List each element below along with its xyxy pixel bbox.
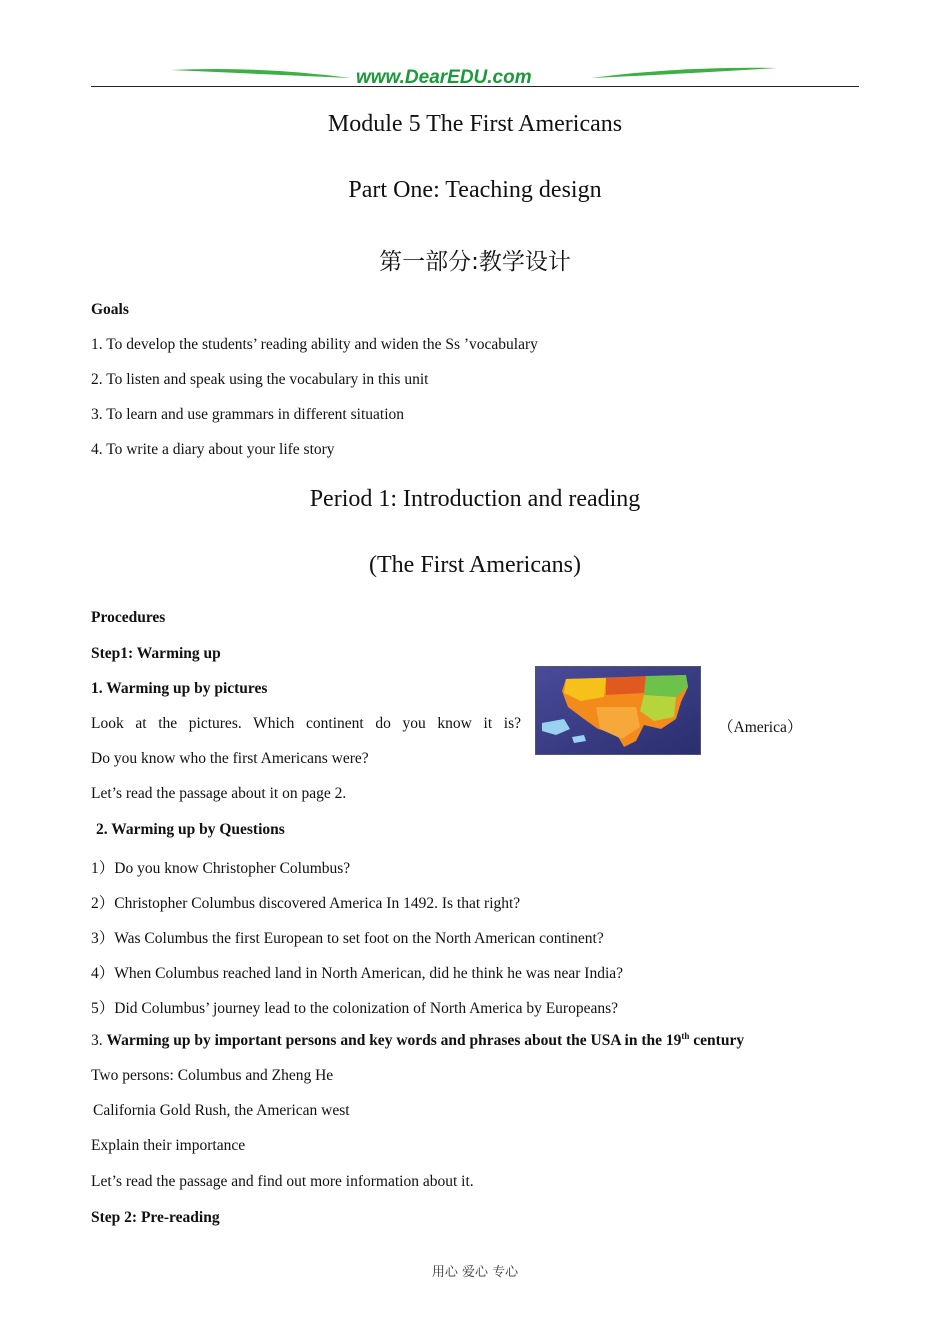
question-item: 1）Do you know Christopher Columbus? [91,860,351,877]
section-number: 3. [91,1032,103,1049]
two-persons-text: Two persons: Columbus and Zheng He [91,1067,334,1084]
goal-item: 3. To learn and use grammars in different situation [91,406,404,423]
goal-item: 4. To write a diary about your life story [91,441,335,458]
section-text: Warming up by important persons and key words and phrases about the USA in the 19 [106,1032,682,1049]
read-page-instruction: Let’s read the passage about it on page 2. [91,785,347,802]
gold-rush-text: California Gold Rush, the American west [93,1102,350,1119]
part-title-chinese: 第一部分:教学设计 [379,249,571,275]
explain-importance-text: Explain their importance [91,1137,246,1154]
ordinal-suffix: th [681,1030,690,1041]
dearedu-logo [91,62,859,88]
warming-pictures-heading: 1. Warming up by pictures [91,680,268,697]
part-title: Part One: Teaching design [348,177,602,203]
america-answer: （America） [718,719,803,736]
warming-questions-heading: 2. Warming up by Questions [96,821,285,838]
step2-heading: Step 2: Pre-reading [91,1209,220,1226]
page-footer: 用心 爱心 专心 [431,1265,519,1280]
first-americans-question: Do you know who the first Americans were? [91,750,369,767]
question-item: 4）When Columbus reached land in North American, did he think he was near India? [91,965,624,982]
question-item: 2）Christopher Columbus discovered America In 1492. Is that right? [91,895,521,912]
section-text-end: century [693,1032,745,1049]
logo-text: www.DearEDU.com [356,67,532,88]
goals-heading: Goals [91,301,129,318]
period-title: Period 1: Introduction and reading [309,486,641,512]
step1-heading: Step1: Warming up [91,645,221,662]
left-swoosh [171,69,351,78]
right-swoosh [591,68,777,78]
goal-item: 1. To develop the students’ reading ability and widen the Ss ’vocabulary [91,336,538,353]
page-header [91,62,859,90]
usa-map-image [535,666,701,755]
warming-persons-heading [91,1032,744,1050]
look-at-pictures-text: Look at the pictures. Which continent do you know it is? [91,715,521,732]
header-rule [91,86,859,87]
procedures-heading: Procedures [91,609,166,626]
period-subtitle: (The First Americans) [369,552,581,578]
module-title: Module 5 The First Americans [327,111,623,137]
read-more-text: Let’s read the passage and find out more information about it. [91,1173,474,1190]
goal-item: 2. To listen and speak using the vocabulary in this unit [91,371,429,388]
question-item: 5）Did Columbus’ journey lead to the colonization of North America by Europeans? [91,1000,619,1017]
question-item: 3）Was Columbus the first European to set foot on the North American continent? [91,930,604,947]
